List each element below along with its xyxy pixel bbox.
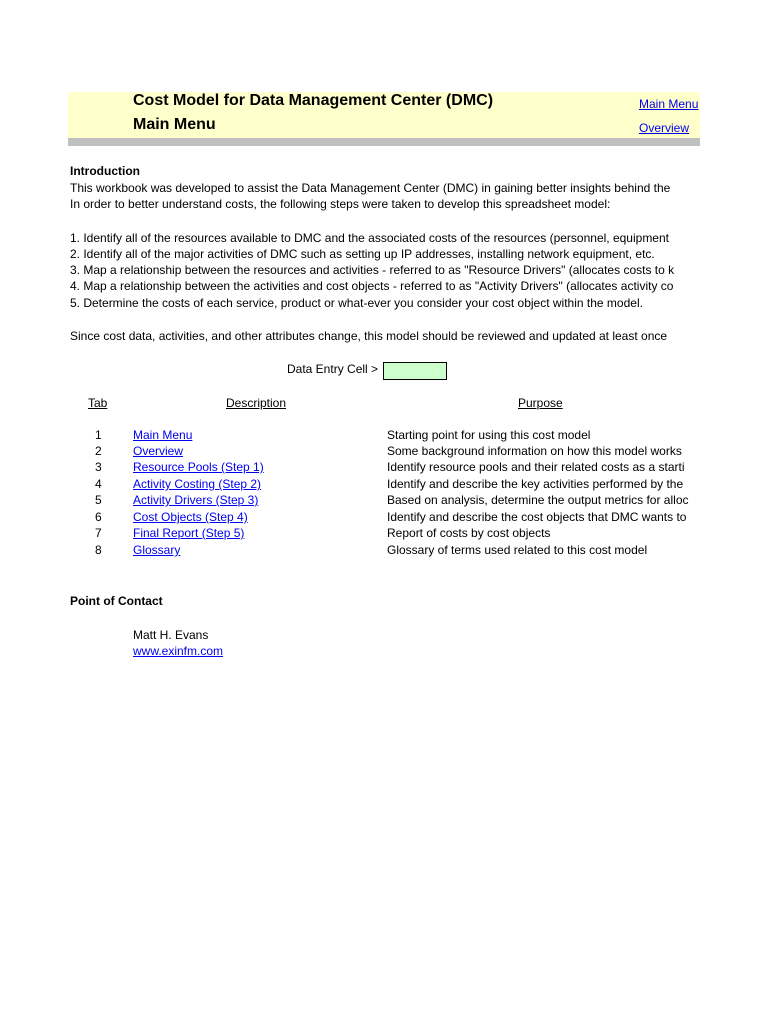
data-entry-cell[interactable] bbox=[383, 362, 447, 380]
header-divider bbox=[68, 138, 700, 146]
intro-step: 3. Map a relationship between the resources and activities - referred to as "Resource Drivers" (allocates costs to k bbox=[70, 263, 675, 277]
row-link-resource-pools[interactable]: Resource Pools (Step 1) bbox=[133, 460, 264, 474]
row-tab-number: 6 bbox=[95, 510, 102, 524]
row-link-activity-costing[interactable]: Activity Costing (Step 2) bbox=[133, 477, 262, 491]
row-purpose: Some background information on how this model works bbox=[387, 444, 682, 458]
column-header-tab: Tab bbox=[88, 396, 108, 410]
row-purpose: Based on analysis, determine the output metrics for alloc bbox=[387, 493, 689, 507]
row-tab-number: 3 bbox=[95, 460, 102, 474]
intro-step: 1. Identify all of the resources available to DMC and the associated costs of the resources (personnel, equipment bbox=[70, 231, 669, 245]
header-link-overview[interactable]: Overview bbox=[639, 121, 690, 135]
row-link-main-menu[interactable]: Main Menu bbox=[133, 428, 193, 442]
row-tab-number: 4 bbox=[95, 477, 102, 491]
contact-heading: Point of Contact bbox=[70, 594, 163, 608]
header-link-main-menu[interactable]: Main Menu bbox=[639, 97, 699, 111]
contact-website-link[interactable]: www.exinfm.com bbox=[133, 644, 224, 658]
column-header-purpose: Purpose bbox=[518, 396, 563, 410]
row-tab-number: 2 bbox=[95, 444, 102, 458]
page-title: Cost Model for Data Management Center (DMC) bbox=[133, 92, 494, 109]
page-subtitle: Main Menu bbox=[133, 116, 216, 133]
data-entry-label: Data Entry Cell > bbox=[287, 362, 379, 376]
contact-name: Matt H. Evans bbox=[133, 628, 209, 642]
row-link-cost-objects[interactable]: Cost Objects (Step 4) bbox=[133, 510, 248, 524]
intro-line: In order to better understand costs, the following steps were taken to develop this spreadsheet model: bbox=[70, 197, 611, 211]
row-link-overview[interactable]: Overview bbox=[133, 444, 184, 458]
column-header-description: Description bbox=[226, 396, 287, 410]
intro-step: 2. Identify all of the major activities of DMC such as setting up IP addresses, installing network equipment, etc. bbox=[70, 247, 655, 261]
row-link-final-report[interactable]: Final Report (Step 5) bbox=[133, 526, 245, 540]
row-purpose: Identify and describe the cost objects that DMC wants to bbox=[387, 510, 687, 524]
introduction-heading: Introduction bbox=[70, 164, 140, 178]
row-purpose: Glossary of terms used related to this cost model bbox=[387, 543, 648, 557]
intro-step: 4. Map a relationship between the activities and cost objects - referred to as "Activity Drivers" (allocates activity co bbox=[70, 279, 674, 293]
intro-closing: Since cost data, activities, and other attributes change, this model should be reviewed and updated at least once bbox=[70, 329, 668, 343]
row-link-activity-drivers[interactable]: Activity Drivers (Step 3) bbox=[133, 493, 259, 507]
intro-step: 5. Determine the costs of each service, product or what-ever you consider your cost object within the model. bbox=[70, 296, 643, 310]
row-purpose: Starting point for using this cost model bbox=[387, 428, 591, 442]
row-tab-number: 8 bbox=[95, 543, 102, 557]
row-purpose: Identify resource pools and their related costs as a starti bbox=[387, 460, 685, 474]
row-tab-number: 7 bbox=[95, 526, 102, 540]
row-tab-number: 5 bbox=[95, 493, 102, 507]
row-purpose: Report of costs by cost objects bbox=[387, 526, 551, 540]
row-tab-number: 1 bbox=[95, 428, 102, 442]
row-link-glossary[interactable]: Glossary bbox=[133, 543, 181, 557]
intro-line: This workbook was developed to assist the Data Management Center (DMC) in gaining better insights behind the bbox=[70, 181, 671, 195]
row-purpose: Identify and describe the key activities performed by the bbox=[387, 477, 684, 491]
